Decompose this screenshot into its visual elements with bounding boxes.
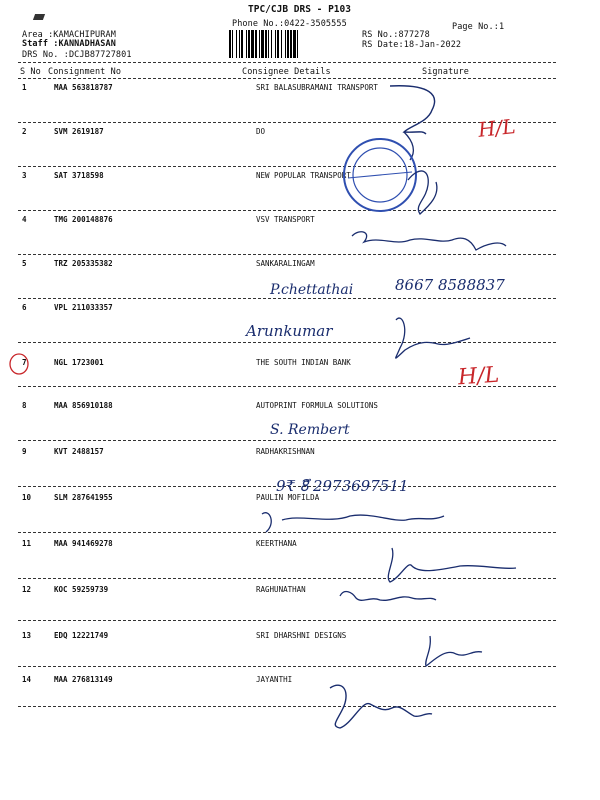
row-consignment: MAA 941469278 (54, 539, 113, 548)
row-consignee: AUTOPRINT FORMULA SOLUTIONS (256, 401, 378, 410)
stamp-icon (344, 139, 416, 211)
row-consignment: SLM 287641955 (54, 493, 113, 502)
row-sno: 5 (22, 259, 27, 268)
row9-handwritten-phone: 9₹ 8ึ 2973697511 (276, 477, 409, 495)
row-sno: 9 (22, 447, 27, 456)
signature-row-1 (390, 86, 435, 134)
row-sno: 13 (22, 631, 32, 640)
row-consignment: NGL 1723001 (54, 358, 104, 367)
signature-row-11 (388, 548, 516, 582)
staff-label: Staff :KANNADHASAN (22, 39, 116, 49)
row-consignee: THE SOUTH INDIAN BANK (256, 358, 351, 367)
row-sno: 11 (22, 539, 32, 548)
col-consignee-header: Consignee Details (242, 67, 331, 77)
signature-row-4 (352, 232, 506, 250)
row-consignee: SRI DHARSHNI DESIGNS (256, 631, 347, 640)
row-sno: 3 (22, 171, 27, 180)
signature-row-10 (262, 513, 444, 532)
row-consignment: MAA 856910188 (54, 401, 113, 410)
row5-handwritten-phone: 8667 8588837 (395, 276, 505, 294)
row-sno: 4 (22, 215, 27, 224)
row-consignee: RADHAKRISHNAN (256, 447, 315, 456)
document-title: TPC/CJB DRS - P103 (248, 4, 351, 15)
rs-number: RS No.:877278 (362, 30, 430, 40)
rs-date: RS Date:18-Jan-2022 (362, 40, 462, 50)
row-consignee: RAGHUNATHAN (256, 585, 306, 594)
row-consignee: KEERTHANA (256, 539, 297, 548)
row-sno: 12 (22, 585, 32, 594)
phone-number: Phone No.:0422-3505555 (232, 19, 347, 29)
col-consignment-header: Consignment No (48, 67, 122, 77)
red-circle-mark (10, 354, 28, 374)
row-sno: 14 (22, 675, 32, 684)
page-number: Page No.:1 (452, 22, 505, 32)
hl-mark-1: H/L (476, 114, 517, 142)
col-sno-header: S No (20, 67, 41, 77)
hl-mark-2: H/L (457, 362, 501, 391)
row-consignee: VSV TRANSPORT (256, 215, 315, 224)
row-consignee: SRI BALASUBRAMANI TRANSPORT (256, 83, 378, 92)
row-consignee: PAULIN MOFILDA (256, 493, 320, 502)
row-consignment: SVM 2619187 (54, 127, 104, 136)
row5-handwritten-name: P.chettathai (270, 282, 354, 298)
row8-handwritten-name: S. Rembert (270, 422, 350, 438)
col-signature-header: Signature (422, 67, 469, 77)
row-sno: 6 (22, 303, 27, 312)
signature-row-14 (330, 685, 432, 728)
row-consignment: KVT 2488157 (54, 447, 104, 456)
signature-row-2 (404, 132, 413, 160)
signature-row-13 (426, 636, 482, 666)
row-sno: 7 (22, 358, 27, 367)
row-sno: 8 (22, 401, 27, 410)
row-consignment: MAA 563818787 (54, 83, 113, 92)
row-consignment: SAT 3718598 (54, 171, 104, 180)
row-consignee: JAYANTHI (256, 675, 293, 684)
row-sno: 2 (22, 127, 27, 136)
row-consignment: TRZ 205335382 (54, 259, 113, 268)
row-consignment: KOC 59259739 (54, 585, 109, 594)
row-consignee: NEW POPULAR TRANSPORT (256, 171, 351, 180)
signature-row-6 (396, 318, 470, 358)
row-consignee: DO (256, 127, 266, 136)
row-sno: 10 (22, 493, 32, 502)
row-consignee: SANKARALINGAM (256, 259, 315, 268)
row6-handwritten-name: Arunkumar (246, 322, 333, 340)
row-consignment: VPL 211033357 (54, 303, 113, 312)
row-consignment: MAA 276813149 (54, 675, 113, 684)
row-consignment: TMG 200148876 (54, 215, 113, 224)
row-sno: 1 (22, 83, 27, 92)
row-consignment: EDQ 12221749 (54, 631, 109, 640)
area-label: Area :KAMACHIPURAM (22, 30, 116, 40)
signature-row-12 (340, 592, 436, 601)
drs-number: DRS No. :DCJB87727801 (22, 50, 132, 60)
